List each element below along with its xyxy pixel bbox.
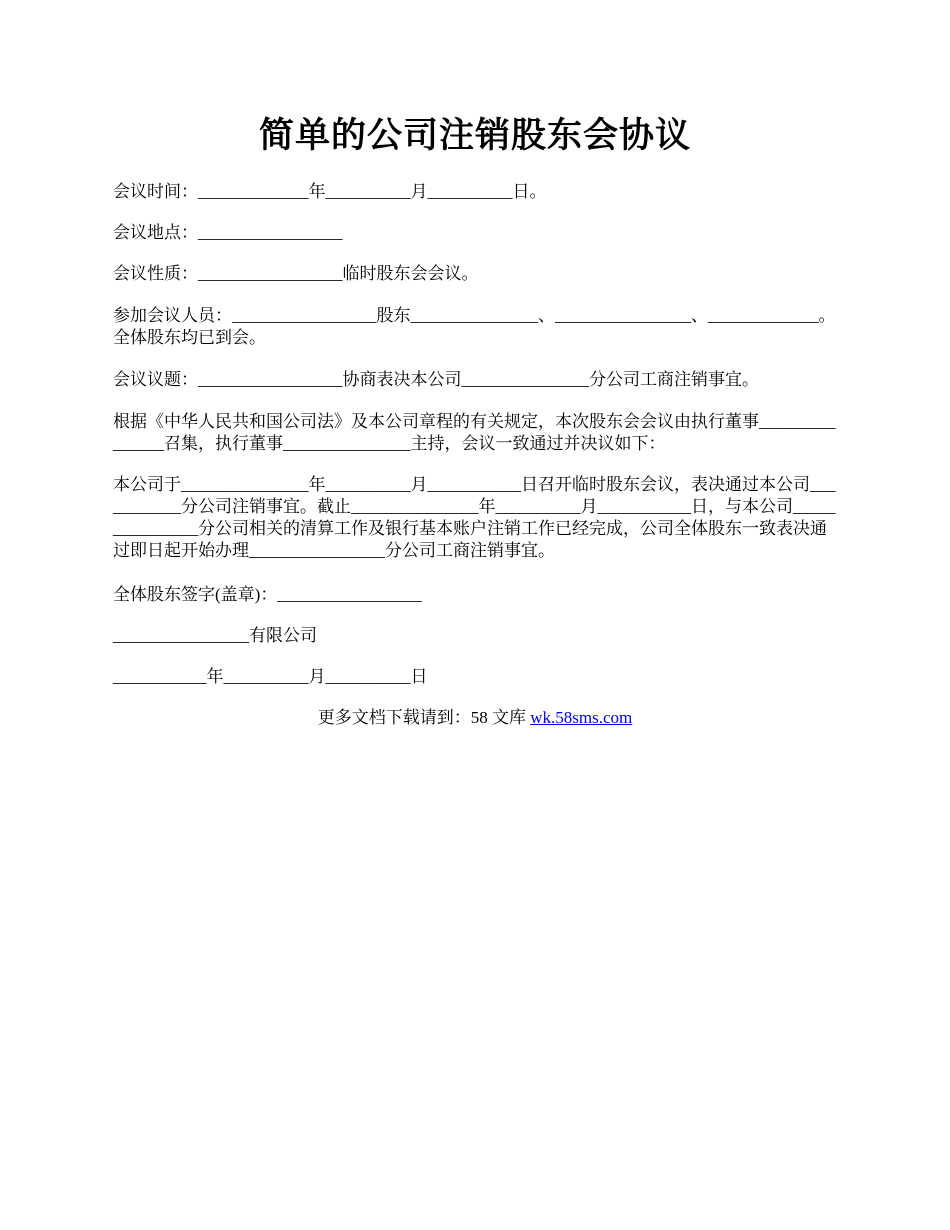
meeting-topic-line: 会议议题：_________________协商表决本公司_______________分公司工商注销事宜。 [113,370,759,389]
footer-text: 更多文档下载请到：58 文库 [317,708,531,727]
footer-link[interactable]: wk.58sms.com [530,708,633,727]
attendees-paragraph: 参加会议人员：_________________股东_______________、________________、_____________。全体股东均已到会。 [113,306,836,347]
resolution-paragraph: 本公司于_______________年__________月___________日召开临时股东会议，表决通过本公司___________分公司注销事宜。截止_______________年__________月___________日，与本公司_______________分公司相关的清算工作及银行基本账户注销工作已经完成，公司全体股东一致表决通过即日起开始办理________________分公司工商注销事宜。 [113,475,836,560]
meeting-nature-line: 会议性质：_________________临时股东会会议。 [113,264,479,283]
signature-line: 全体股东签字(盖章)：_________________ [113,585,422,604]
legal-basis-paragraph: 根据《中华人民共和国公司法》及本公司章程的有关规定，本次股东会会议由执行董事_______________召集，执行董事_______________主持，会议一致通过并决议如下： [113,412,836,453]
company-name-line: ________________有限公司 [113,626,317,645]
meeting-place-line: 会议地点：_________________ [113,223,343,242]
document-title: 简单的公司注销股东会协议 [258,116,691,155]
date-line: ___________年__________月__________日 [113,667,428,686]
meeting-time-line: 会议时间：_____________年__________月__________日。 [113,182,547,201]
footer [0,707,950,729]
